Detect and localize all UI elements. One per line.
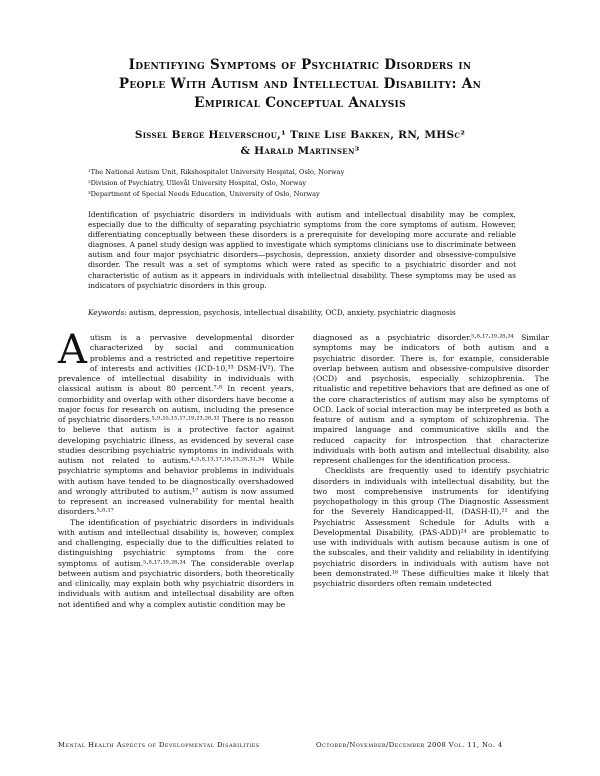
author-list xyxy=(60,127,540,159)
affiliation-1: ¹The National Autism Unit, Rikshospitalet University Hospital, Oslo, Norway xyxy=(88,168,345,176)
article-title xyxy=(60,56,540,113)
affiliation-2: ²Division of Psychiatry, Ullevål University Hospital, Oslo, Norway xyxy=(88,179,307,187)
title-line-3: Empirical Conceptual Analysis xyxy=(194,95,406,111)
paragraph xyxy=(58,327,294,518)
affiliations xyxy=(88,167,528,200)
keywords-label: Keywords: xyxy=(88,308,127,317)
title-line-2: People With Autism and Intellectual Disability: An xyxy=(118,76,482,92)
keywords xyxy=(88,308,516,318)
keywords-text: autism, depression, psychosis, intellectual disability, OCD, anxiety, psychiatric diagnosis xyxy=(126,308,456,317)
paragraph-text: utism is a pervasive developmental disorder characterized by social and communication problems and a restricted and repetitive repertoire of interests and activities (ICD-10,³³ DSM-IV²). The prevalence of intellectual disability in individuals with classical autism is about 80 percent.⁷·⁸ In recent years, comorbidity and overlap with other disorders have become a major focus for research on autism, including the presence of psychiatric disorders.⁵·⁹·¹⁰·¹³·¹⁷·¹⁹·²³·²⁸·³² There is no reason to believe that autism is a protective factor against developing psychiatric illness, as evidenced by several case studies describing psychiatric symptoms in individuals with autism not related to autism.⁴·⁵·⁸·¹³·¹⁷·¹⁸·²³·²⁸·³¹·³⁴ While psychiatric symptoms and behavior problems in individuals with autism have tended to be diagnostically overshadowed and wrongly attributed to autism,¹⁷ autism is now assumed to represent an increased vulnerability for mental health disorders.⁵·⁸·¹⁷ xyxy=(58,333,294,517)
right-column xyxy=(313,333,549,589)
title-line-1: Identifying Symptoms of Psychiatric Disorders in xyxy=(128,57,472,73)
affiliation-3: ³Department of Special Needs Education, University of Oslo, Norway xyxy=(88,190,320,198)
issue-info-footer: October/November/December 2008 Vol. 11, No. 4 xyxy=(316,741,503,749)
journal-name-footer: Mental Health Aspects of Developmental Disabilities xyxy=(58,741,260,749)
paragraph: Checklists are frequently used to identify psychiatric disorders in individuals with intellectual disability, but the two most comprehensive instruments for identifying psychopathology in this group (The Diagnostic Assessment for the Severely Handicapped-II, (DASH-II),²² and the Psychiatric Assessment Schedule for Adults with a Developmental Disability, (PAS-ADD)²⁴ are problematic to use with individuals with autism because autism is one of the subscales, and their validity and reliability in identifying psychiatric disorders in individuals with autism have not been demonstrated.¹⁸ These difficulties make it likely that psychiatric disorders often remain undetected xyxy=(313,466,549,588)
drop-cap: A xyxy=(58,327,87,373)
paragraph: diagnosed as a psychiatric disorder.⁵·⁸·¹⁷·¹⁹·²⁸·³⁴ Similar symptoms may be indicators of both autism and a psychiatric disorder. There is, for example, considerable overlap between autism and obsessive-compulsive disorder (OCD) and psychosis, especially schizophrenia. The ritualistic and repetitive behaviors that are defined as one of the core characteristics of autism may also be symptoms of OCD. Lack of social interaction may be interpreted as both a feature of autism and a symptom of schizophrenia. The impaired language and communicative skills and the reduced capacity for introspection that characterize individuals with both autism and intellectual disability, also represent challenges for the identification process. xyxy=(313,333,549,465)
paragraph: The identification of psychiatric disorders in individuals with autism and intellectual disability is, however, complex and challenging, especially due to the difficulties related to distinguishing psychiatric symptoms from the core symptoms of autism.⁵·⁸·¹⁷·¹⁹·²⁸·³⁴ The considerable overlap between autism and psychiatric disorders, both theoretically and clinically, may explain both why psychiatric disorders in individuals with autism and intellectual disability are often not identified and why a complex autistic condition may be xyxy=(58,517,294,609)
abstract: Identification of psychiatric disorders in individuals with autism and intellectual disability may be complex, especially due to the difficulty of separating psychiatric symptoms from the core symptoms of autism. However, differentiating conceptually between these disorders is a prerequisite for developing more accurate and reliable diagnoses. A panel study design was applied to investigate which symptoms clinicians use to discriminate between autism and four major psychiatric disorders—psychosis, depression, anxiety disorder and obsessive-compulsive disorder. The result was a set of symptoms which were rated as specific to a psychiatric disorder and not characteristic of autism as it appears in individuals with intellectual disability. These symptoms may be used as indicators of psychiatric disorders in this group. xyxy=(88,210,516,290)
left-column xyxy=(58,327,294,610)
authors-line-1: Sissel Berge Helverschou,¹ Trine Lise Bakken, RN, MHSc² xyxy=(134,129,466,141)
authors-line-2: & Harald Martinsen³ xyxy=(240,145,360,157)
